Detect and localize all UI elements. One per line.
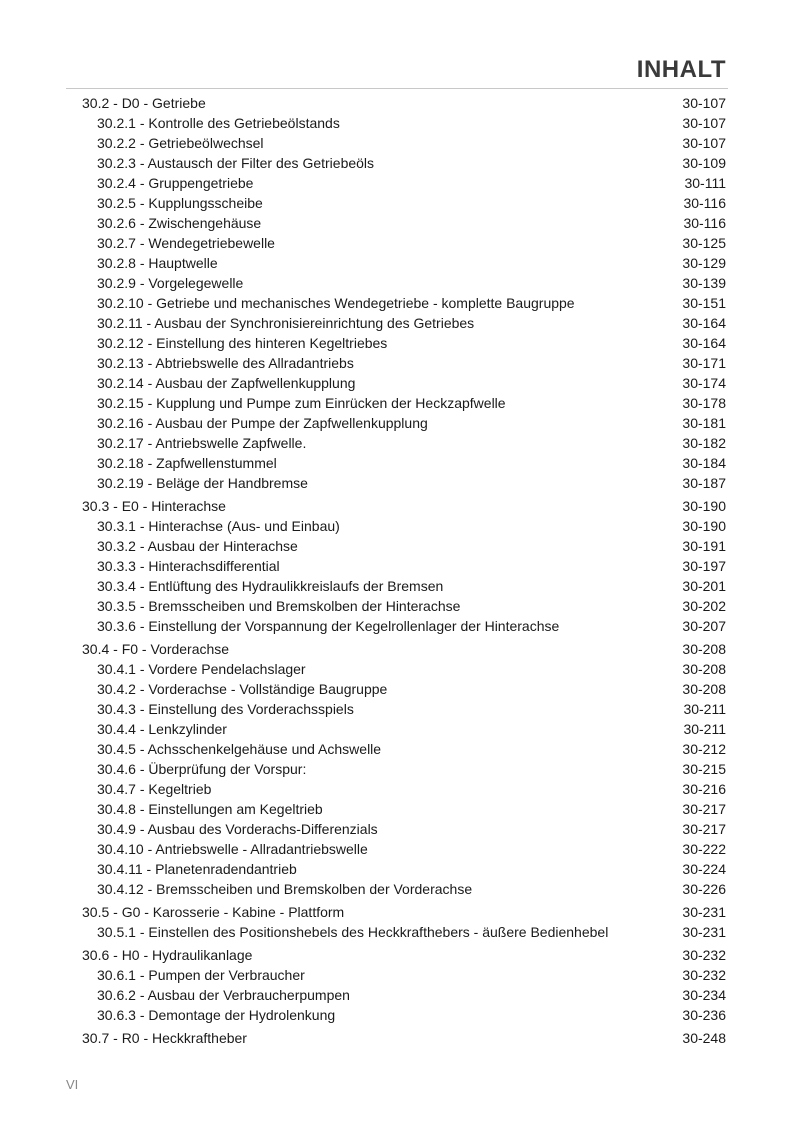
toc-entry-page: 30-217	[682, 821, 726, 837]
toc-entry-page: 30-187	[682, 475, 726, 491]
toc-section	[0, 496, 794, 636]
toc-entry-page: 30-232	[682, 967, 726, 983]
toc-entry-page: 30-201	[682, 578, 726, 594]
toc-entry-page: 30-182	[682, 435, 726, 451]
toc-entry-label: 30.2.8 - Hauptwelle	[97, 255, 218, 271]
toc-entry-label: 30.2.6 - Zwischengehäuse	[97, 215, 262, 231]
toc-entry-label: 30.2 - D0 - Getriebe	[82, 95, 206, 111]
toc-subentry[interactable]	[0, 659, 794, 679]
toc-entry-label: 30.4.8 - Einstellungen am Kegeltrieb	[97, 801, 323, 817]
toc-section-heading[interactable]	[0, 945, 794, 965]
toc-entry-page: 30-190	[682, 498, 726, 514]
toc-entry-page: 30-184	[682, 455, 726, 471]
toc-subentry[interactable]	[0, 413, 794, 433]
toc-entry-label: 30.2.10 - Getriebe und mechanisches Wendegetriebe - komplette Baugruppe	[97, 295, 575, 311]
toc-entry-label: 30.6 - H0 - Hydraulikanlage	[82, 947, 253, 963]
toc-subentry[interactable]	[0, 536, 794, 556]
toc-entry-label: 30.6.3 - Demontage der Hydrolenkung	[97, 1007, 336, 1023]
toc-entry-label: 30.4.9 - Ausbau des Vorderachs-Differenzials	[97, 821, 378, 837]
toc-entry-label: 30.7 - R0 - Heckkraftheber	[82, 1030, 247, 1046]
toc-entry-page: 30-116	[683, 215, 726, 231]
toc-entry-label: 30.4.1 - Vordere Pendelachslager	[97, 661, 306, 677]
toc-entry-label: 30.3.4 - Entlüftung des Hydraulikkreislaufs der Bremsen	[97, 578, 444, 594]
toc-entry-label: 30.4.10 - Antriebswelle - Allradantriebswelle	[97, 841, 368, 857]
toc-entry-label: 30.3.1 - Hinterachse (Aus- und Einbau)	[97, 518, 340, 534]
toc-entry-page: 30-224	[682, 861, 726, 877]
toc-entry-label: 30.2.3 - Austausch der Filter des Getriebeöls	[97, 155, 375, 171]
toc-subentry[interactable]	[0, 819, 794, 839]
toc-entry-page: 30-232	[682, 947, 726, 963]
toc-entry-label: 30.2.7 - Wendegetriebewelle	[97, 235, 275, 251]
toc-subentry[interactable]	[0, 173, 794, 193]
toc-entry-label: 30.4 - F0 - Vorderachse	[82, 641, 230, 657]
toc-subentry[interactable]	[0, 779, 794, 799]
toc-subentry[interactable]	[0, 922, 794, 942]
toc-entry-label: 30.3.3 - Hinterachsdifferential	[97, 558, 280, 574]
toc-subentry[interactable]	[0, 373, 794, 393]
toc-entry-label: 30.5 - G0 - Karosserie - Kabine - Plattform	[82, 904, 345, 920]
toc-section	[0, 639, 794, 899]
toc-subentry[interactable]	[0, 759, 794, 779]
toc-entry-label: 30.2.19 - Beläge der Handbremse	[97, 475, 308, 491]
toc-entry-label: 30.4.11 - Planetenradendantrieb	[97, 861, 297, 877]
page-number: VI	[66, 1077, 79, 1092]
toc-entry-page: 30-211	[683, 721, 726, 737]
toc-entry-label: 30.4.2 - Vorderachse - Vollständige Baugruppe	[97, 681, 388, 697]
toc-entry-label: 30.2.12 - Einstellung des hinteren Kegeltriebes	[97, 335, 388, 351]
toc-subentry[interactable]	[0, 473, 794, 493]
toc-entry-page: 30-248	[682, 1030, 726, 1046]
toc-subentry[interactable]	[0, 1005, 794, 1025]
toc-entry-page: 30-129	[682, 255, 726, 271]
toc-entry-label: 30.2.15 - Kupplung und Pumpe zum Einrücken der Heckzapfwelle	[97, 395, 506, 411]
toc-subentry[interactable]	[0, 213, 794, 233]
table-of-contents	[0, 93, 794, 1051]
toc-entry-label: 30.4.4 - Lenkzylinder	[97, 721, 227, 737]
toc-entry-page: 30-107	[682, 95, 726, 111]
toc-entry-label: 30.2.13 - Abtriebswelle des Allradantriebs	[97, 355, 354, 371]
toc-entry-page: 30-178	[682, 395, 726, 411]
toc-entry-page: 30-202	[682, 598, 726, 614]
toc-subentry[interactable]	[0, 353, 794, 373]
toc-entry-page: 30-207	[682, 618, 726, 634]
toc-section-heading[interactable]	[0, 1028, 794, 1048]
toc-entry-label: 30.3.2 - Ausbau der Hinterachse	[97, 538, 298, 554]
toc-entry-page: 30-116	[683, 195, 726, 211]
toc-entry-label: 30.6.1 - Pumpen der Verbraucher	[97, 967, 305, 983]
toc-entry-label: 30.3.5 - Bremsscheiben und Bremskolben der Hinterachse	[97, 598, 461, 614]
toc-subentry[interactable]	[0, 293, 794, 313]
toc-subentry[interactable]	[0, 556, 794, 576]
toc-subentry[interactable]	[0, 739, 794, 759]
toc-subentry[interactable]	[0, 616, 794, 636]
toc-entry-label: 30.4.12 - Bremsscheiben und Bremskolben der Vorderachse	[97, 881, 473, 897]
toc-entry-label: 30.3 - E0 - Hinterachse	[82, 498, 226, 514]
toc-entry-label: 30.3.6 - Einstellung der Vorspannung der Kegelrollenlager der Hinterachse	[97, 618, 560, 634]
toc-entry-label: 30.2.9 - Vorgelegewelle	[97, 275, 244, 291]
toc-subentry[interactable]	[0, 433, 794, 453]
toc-entry-label: 30.2.2 - Getriebeölwechsel	[97, 135, 264, 151]
toc-subentry[interactable]	[0, 576, 794, 596]
toc-entry-label: 30.6.2 - Ausbau der Verbraucherpumpen	[97, 987, 350, 1003]
toc-subentry[interactable]	[0, 516, 794, 536]
toc-subentry[interactable]	[0, 233, 794, 253]
toc-entry-label: 30.2.1 - Kontrolle des Getriebeölstands	[97, 115, 340, 131]
toc-subentry[interactable]	[0, 133, 794, 153]
toc-entry-page: 30-191	[682, 538, 726, 554]
toc-subentry[interactable]	[0, 679, 794, 699]
toc-entry-page: 30-208	[682, 641, 726, 657]
toc-entry-page: 30-109	[682, 155, 726, 171]
toc-entry-page: 30-216	[682, 781, 726, 797]
toc-entry-page: 30-164	[682, 335, 726, 351]
toc-subentry[interactable]	[0, 333, 794, 353]
toc-entry-label: 30.4.7 - Kegeltrieb	[97, 781, 212, 797]
toc-entry-label: 30.5.1 - Einstellen des Positionshebels des Heckkrafthebers - äußere Bedienhebel	[97, 924, 609, 940]
toc-entry-page: 30-190	[682, 518, 726, 534]
toc-subentry[interactable]	[0, 153, 794, 173]
toc-entry-page: 30-215	[682, 761, 726, 777]
toc-entry-page: 30-222	[682, 841, 726, 857]
toc-entry-page: 30-212	[682, 741, 726, 757]
toc-entry-page: 30-208	[682, 661, 726, 677]
toc-section-heading[interactable]	[0, 639, 794, 659]
toc-entry-page: 30-111	[684, 175, 726, 191]
toc-subentry[interactable]	[0, 699, 794, 719]
toc-subentry[interactable]	[0, 113, 794, 133]
toc-entry-page: 30-197	[682, 558, 726, 574]
toc-entry-label: 30.2.16 - Ausbau der Pumpe der Zapfwellenkupplung	[97, 415, 428, 431]
toc-entry-page: 30-107	[682, 135, 726, 151]
title-divider	[66, 88, 728, 89]
toc-entry-label: 30.2.5 - Kupplungsscheibe	[97, 195, 263, 211]
toc-entry-page: 30-208	[682, 681, 726, 697]
toc-subentry[interactable]	[0, 719, 794, 739]
toc-section-heading[interactable]	[0, 902, 794, 922]
toc-entry-page: 30-125	[682, 235, 726, 251]
toc-section-heading[interactable]	[0, 93, 794, 113]
toc-entry-label: 30.4.5 - Achsschenkelgehäuse und Achswelle	[97, 741, 382, 757]
toc-entry-page: 30-226	[682, 881, 726, 897]
toc-section	[0, 93, 794, 493]
toc-subentry[interactable]	[0, 313, 794, 333]
toc-entry-label: 30.2.11 - Ausbau der Synchronisiereinrichtung des Getriebes	[97, 315, 475, 331]
toc-entry-label: 30.4.3 - Einstellung des Vorderachsspiels	[97, 701, 354, 717]
toc-entry-page: 30-234	[682, 987, 726, 1003]
toc-subentry[interactable]	[0, 393, 794, 413]
toc-section	[0, 945, 794, 1025]
toc-subentry[interactable]	[0, 879, 794, 899]
toc-subentry[interactable]	[0, 839, 794, 859]
toc-entry-label: 30.2.17 - Antriebswelle Zapfwelle.	[97, 435, 307, 451]
toc-entry-page: 30-231	[682, 904, 726, 920]
toc-entry-page: 30-151	[682, 295, 726, 311]
toc-entry-label: 30.2.18 - Zapfwellenstummel	[97, 455, 277, 471]
toc-entry-page: 30-217	[682, 801, 726, 817]
toc-subentry[interactable]	[0, 859, 794, 879]
toc-entry-page: 30-164	[682, 315, 726, 331]
toc-entry-page: 30-181	[682, 415, 726, 431]
toc-subentry[interactable]	[0, 273, 794, 293]
toc-entry-page: 30-171	[682, 355, 726, 371]
toc-entry-label: 30.2.14 - Ausbau der Zapfwellenkupplung	[97, 375, 356, 391]
toc-subentry[interactable]	[0, 453, 794, 473]
toc-entry-page: 30-211	[683, 701, 726, 717]
page-title: INHALT	[636, 56, 726, 83]
toc-entry-page: 30-236	[682, 1007, 726, 1023]
toc-entry-page: 30-139	[682, 275, 726, 291]
toc-entry-page: 30-231	[682, 924, 726, 940]
toc-section-heading[interactable]	[0, 496, 794, 516]
toc-subentry[interactable]	[0, 596, 794, 616]
toc-subentry[interactable]	[0, 985, 794, 1005]
toc-subentry[interactable]	[0, 193, 794, 213]
toc-section	[0, 902, 794, 942]
toc-subentry[interactable]	[0, 799, 794, 819]
toc-entry-page: 30-174	[682, 375, 726, 391]
toc-entry-label: 30.4.6 - Überprüfung der Vorspur:	[97, 761, 307, 777]
toc-entry-page: 30-107	[682, 115, 726, 131]
toc-subentry[interactable]	[0, 253, 794, 273]
toc-section	[0, 1028, 794, 1048]
toc-entry-label: 30.2.4 - Gruppengetriebe	[97, 175, 254, 191]
toc-subentry[interactable]	[0, 965, 794, 985]
